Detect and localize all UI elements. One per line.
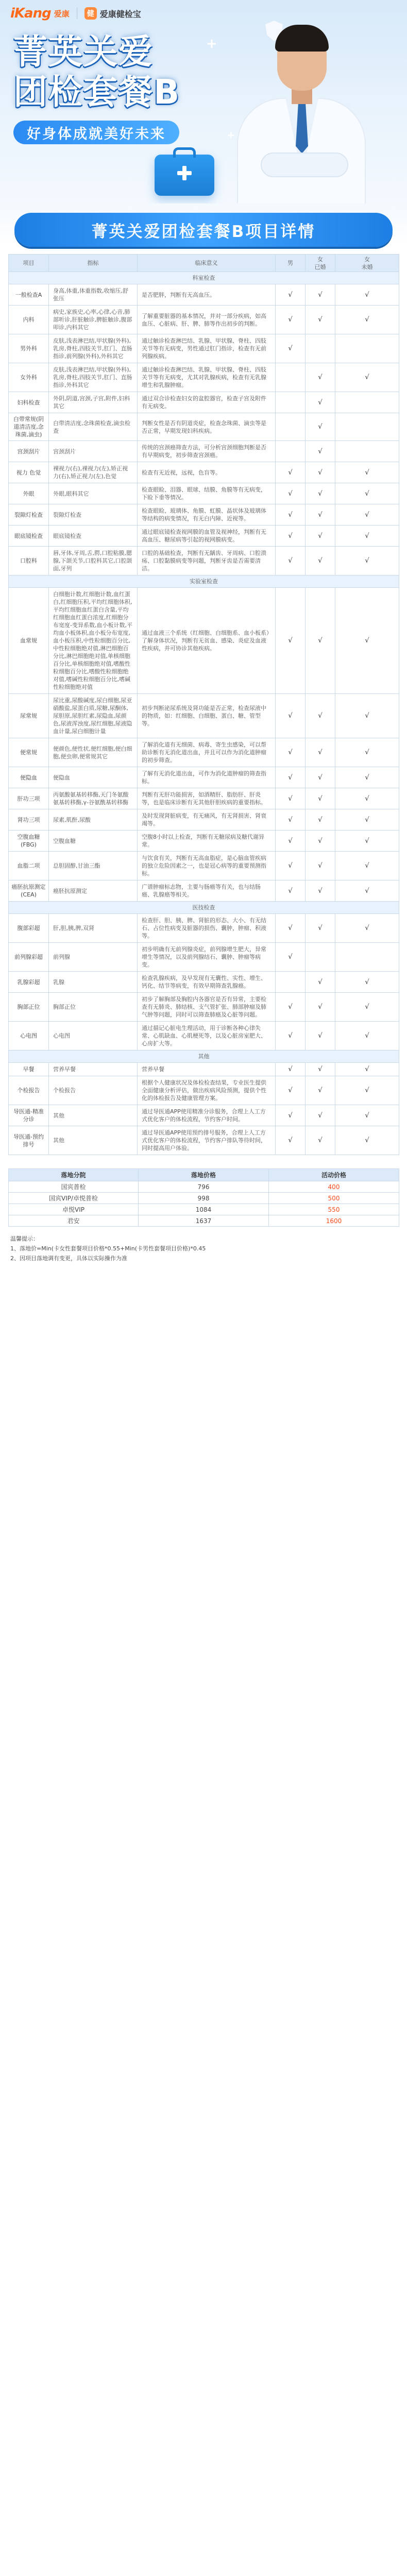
clinical-meaning: 通过描记心脏电生理活动，用于诊断各种心律失常、心肌缺血、心肌梗死等，以及心脏房室肥大、心房扩大等。: [138, 1022, 276, 1050]
male-check: √: [276, 1126, 306, 1155]
clinical-meaning: 口腔的基础检查，判断有无龋齿、牙周病、口腔溃疡、口腔黏膜病变等问题，判断牙齿是否需要清洁。: [138, 547, 276, 575]
price-row: [9, 1204, 399, 1215]
clinical-meaning: 通过双合诊检查妇女的盆腔器官，检查子宫及附件有无病变。: [138, 392, 276, 413]
female-single-check: √: [335, 363, 399, 392]
hero-slogan: 好身体成就美好未来: [13, 121, 179, 144]
hero-title-line2: 团检套餐B: [13, 72, 181, 112]
female-married-check: √: [306, 1063, 335, 1076]
female-married-check: √: [306, 738, 335, 767]
table-row: [9, 413, 399, 441]
female-single-check: √: [335, 1105, 399, 1126]
indicator-list: 尿素,肌酐,尿酸: [49, 809, 138, 831]
plus-decoration-icon: +: [227, 129, 235, 141]
item-name: 视力 色觉: [9, 462, 49, 483]
female-married-check: √: [306, 831, 335, 852]
female-single-check: √: [335, 972, 399, 993]
male-check: [276, 441, 306, 462]
col-header-indicator: 指标: [49, 255, 138, 272]
indicator-list: 皮肤,浅表淋巴结,甲状腺(外科),乳房,脊柱,四肢关节,肛门、直肠指诊,外科其它: [49, 363, 138, 392]
female-married-check: √: [306, 852, 335, 880]
male-check: √: [276, 767, 306, 788]
female-married-check: √: [306, 483, 335, 504]
female-single-check: [335, 943, 399, 972]
table-row: [9, 788, 399, 809]
promo-price: 1600: [269, 1215, 399, 1227]
col-header-price: 落地价格: [139, 1169, 269, 1181]
male-check: √: [276, 334, 306, 363]
female-married-check: [306, 334, 335, 363]
male-check: √: [276, 588, 306, 694]
indicator-list: 尿比重,尿酸碱度,尿白细胞,尿亚硝酸盐,尿蛋白质,尿糖,尿酮体,尿胆原,尿胆红素,尿隐血,尿颜色,尿液浑浊度,尿红细胞,尿液隐血计量,尿白细胞计量: [49, 694, 138, 738]
item-name: 男外科: [9, 334, 49, 363]
male-check: √: [276, 1105, 306, 1126]
table-row: [9, 767, 399, 788]
price-table: [8, 1168, 399, 1227]
item-name: 乳腺彩超: [9, 972, 49, 993]
table-row: [9, 831, 399, 852]
hero-title-line1: 菁英关爱: [13, 32, 154, 72]
category-row: [9, 272, 399, 284]
clinical-meaning: 了解消化道有无细菌、病毒、寄生虫感染，可以帮助诊断有无消化道出血，并且可以作为消化道肿瘤的初步筛查。: [138, 738, 276, 767]
clinical-meaning: 检查乳腺疾病，及早发现有无囊性、实性、增生、钙化、结节等病变，有效早期筛查乳腺癌。: [138, 972, 276, 993]
indicator-list: 宫颈刮片: [49, 441, 138, 462]
female-married-check: √: [306, 1022, 335, 1050]
clinical-meaning: 根据个人健康状况及体检检查结果，专业医生提供全面健康分析评估，做出疾病风险预测，提供个性化的体检报告及健康管理方案。: [138, 1076, 276, 1105]
female-single-check: √: [335, 1063, 399, 1076]
clinical-meaning: 了解重要脏器的基本情况，并对一部分疾病，如高血压、心脏病、肝、脾、肺等作出初步的判断。: [138, 306, 276, 334]
table-row: [9, 363, 399, 392]
ikang-logo: [10, 6, 70, 21]
detail-header: [0, 204, 407, 247]
indicator-list: 癌胚抗原测定: [49, 880, 138, 902]
item-name: 癌胚抗原测定(CEA): [9, 880, 49, 902]
item-name: 肾功三项: [9, 809, 49, 831]
table-row: [9, 334, 399, 363]
indicator-list: 胸部正位: [49, 993, 138, 1022]
branch-name: 国宾普检: [9, 1181, 139, 1193]
logo-mark: iKang: [10, 6, 51, 21]
female-single-check: √: [335, 767, 399, 788]
indicator-list: 白细胞计数,红细胞计数,血红蛋白,红细胞压积,平均红细胞体积,平均红细胞血红蛋白含量,平均红细胞血红蛋白浓度,红细胞分布宽度-变异系数,血小板计数,平均血小板体积,血小板分布宽度,血小板压积,中性粒细胞百分比,中性粒细胞绝对值,淋巴细胞百分比,淋巴细胞绝对值,单核细胞百分比,单核细胞绝对值,嗜酸性粒细胞百分比,嗜酸性粒细胞绝对值,嗜碱性粒细胞百分比,嗜碱性粒细胞绝对值: [49, 588, 138, 694]
female-married-check: [306, 943, 335, 972]
price-row: [9, 1193, 399, 1204]
indicator-list: 总胆固醇,甘油三酯: [49, 852, 138, 880]
female-single-check: [335, 334, 399, 363]
male-check: √: [276, 1076, 306, 1105]
female-single-check: √: [335, 738, 399, 767]
price-table-body: [9, 1181, 399, 1227]
indicator-list: 空腹血糖: [49, 831, 138, 852]
table-row: [9, 504, 399, 526]
item-name: 眼底镜检查: [9, 526, 49, 547]
indicator-list: 肝,胆,胰,脾,双肾: [49, 914, 138, 943]
indicator-list: 前列腺: [49, 943, 138, 972]
landing-price: 998: [139, 1193, 269, 1204]
tips-line-2: 2、因项目落地调有变更，具体以实际操作为准: [10, 1255, 127, 1262]
female-married-check: √: [306, 504, 335, 526]
clinical-meaning: 了解有无消化道出血，可作为消化道肿瘤的筛查指标。: [138, 767, 276, 788]
landing-price: 796: [139, 1181, 269, 1193]
table-row: [9, 1022, 399, 1050]
table-row: [9, 1126, 399, 1155]
male-check: √: [276, 831, 306, 852]
female-single-check: [335, 413, 399, 441]
male-check: √: [276, 306, 306, 334]
table-row: [9, 284, 399, 306]
clinical-meaning: 通过血液三个系统（红细胞、白细胞系、血小板系）了解身体状况，判断有无贫血、感染、炎症及血液性疾病，并可协诊其他疾病。: [138, 588, 276, 694]
table-row: [9, 462, 399, 483]
indicator-list: 身高,体重,体重指数,收缩压,舒张压: [49, 284, 138, 306]
male-check: √: [276, 694, 306, 738]
landing-price: 1637: [139, 1215, 269, 1227]
partner-name: 爱康健检宝: [99, 9, 141, 19]
item-name: 导医通-预约排号: [9, 1126, 49, 1155]
price-row: [9, 1215, 399, 1227]
table-row: [9, 852, 399, 880]
female-married-check: √: [306, 392, 335, 413]
table-row: [9, 914, 399, 943]
item-name: 口腔科: [9, 547, 49, 575]
tips-heading: 温馨提示：: [10, 1235, 39, 1242]
clinical-meaning: 通过触诊检查淋巴结、乳腺、甲状腺、脊柱、四肢关节等有无病变，男性通过肛门指诊，检查有无前列腺疾病。: [138, 334, 276, 363]
clinical-meaning: 判断女性是否有阴道炎症，检查念珠菌、滴虫等是否正常，早期发现妇科疾病。: [138, 413, 276, 441]
clinical-meaning: 广谱肿瘤标志物，主要与肠癌等有关，也与结肠癌、乳腺癌等相关。: [138, 880, 276, 902]
indicator-list: 营养早餐: [49, 1063, 138, 1076]
female-married-check: √: [306, 694, 335, 738]
price-table-header: [9, 1169, 399, 1181]
female-single-check: √: [335, 588, 399, 694]
col-header-promo: 活动价格: [269, 1169, 399, 1181]
male-check: √: [276, 914, 306, 943]
branch-name: 卓悦VIP: [9, 1204, 139, 1215]
clinical-meaning: 空腹8小时以上检查，判断有无糖尿病及糖代谢异常。: [138, 831, 276, 852]
col-header-meaning: 临床意义: [138, 255, 276, 272]
category-label: 实验室检查: [9, 575, 399, 588]
item-name: 血常规: [9, 588, 49, 694]
female-married-check: √: [306, 588, 335, 694]
table-row: [9, 441, 399, 462]
female-single-check: √: [335, 880, 399, 902]
item-name: 一般检查A: [9, 284, 49, 306]
table-row: [9, 880, 399, 902]
indicator-list: 病史,家族史,心率,心律,心音,肺部听诊,肝脏触诊,脾脏触诊,腹部叩诊,内科其它: [49, 306, 138, 334]
indicator-list: 外眼,眼科其它: [49, 483, 138, 504]
female-married-check: √: [306, 1126, 335, 1155]
clinical-meaning: 传统的宫颈癌筛查方法，可分析宫颈细胞判断是否有早期病变，初步筛查宫颈癌。: [138, 441, 276, 462]
items-table-header: [9, 255, 399, 272]
indicator-list: 裸视力(右),裸视力(左),矫正视力(右),矫正视力(左),色觉: [49, 462, 138, 483]
table-row: [9, 809, 399, 831]
partner-app-icon: 健: [84, 7, 97, 20]
indicator-list: 白带清洁度,念珠菌检查,滴虫检查: [49, 413, 138, 441]
clinical-meaning: 检查肝、胆、胰、脾、肾脏的形态、大小、有无结石、占位性病变及脏器的损伤、囊肿，肿瘤、积液等。: [138, 914, 276, 943]
female-married-check: √: [306, 441, 335, 462]
table-row: [9, 306, 399, 334]
clinical-meaning: 通过触诊检查淋巴结、乳腺、甲状腺、脊柱、四肢关节等有无病变，尤其对乳腺疾病，检查有无乳腺增生和乳腺肿瘤。: [138, 363, 276, 392]
col-header-male: 男: [276, 255, 306, 272]
indicator-list: 个检报告: [49, 1076, 138, 1105]
indicator-list: 乳腺: [49, 972, 138, 993]
female-married-check: √: [306, 413, 335, 441]
category-row: [9, 902, 399, 914]
clinical-meaning: 检查有无近视，远视，色盲等。: [138, 462, 276, 483]
clinical-meaning: 及时发现肾脏病变，有无痛风，有无肾损害、肾衰竭等。: [138, 809, 276, 831]
indicator-list: 眼底镜检查: [49, 526, 138, 547]
table-row: [9, 526, 399, 547]
table-row: [9, 1063, 399, 1076]
branch-name: 国宾VIP/卓悦普检: [9, 1193, 139, 1204]
male-check: √: [276, 809, 306, 831]
female-married-check: √: [306, 306, 335, 334]
male-check: √: [276, 788, 306, 809]
clinical-meaning: 检查眼睑、玻璃体、角膜、虹膜、晶状体及玻璃体等结构的病变情况，有无白内障、近视等。: [138, 504, 276, 526]
female-single-check: √: [335, 462, 399, 483]
table-row: [9, 1076, 399, 1105]
female-single-check: [335, 441, 399, 462]
logo-text: 爱康: [54, 9, 70, 19]
table-row: [9, 547, 399, 575]
item-name: 空腹血糖(FBG): [9, 831, 49, 852]
doctor-illustration: [232, 21, 371, 204]
indicator-list: 丙氨酸氨基转移酶,天门冬氨酸氨基转移酶,γ-谷氨酰基转移酶: [49, 788, 138, 809]
female-single-check: √: [335, 1076, 399, 1105]
male-check: [276, 972, 306, 993]
female-single-check: √: [335, 914, 399, 943]
item-name: 前列腺彩超: [9, 943, 49, 972]
items-table-wrapper: [0, 247, 407, 1155]
table-row: [9, 738, 399, 767]
table-row: [9, 694, 399, 738]
items-table: [8, 254, 399, 1155]
table-row: [9, 993, 399, 1022]
female-married-check: √: [306, 1076, 335, 1105]
detail-title: 菁英关爱团检套餐B项目详情: [14, 213, 393, 247]
female-married-check: √: [306, 547, 335, 575]
male-check: √: [276, 993, 306, 1022]
category-label: 其他: [9, 1050, 399, 1063]
female-married-check: √: [306, 880, 335, 902]
hero-banner: [0, 0, 407, 204]
col-header-female-married: 女 已婚: [306, 255, 335, 272]
female-single-check: [335, 392, 399, 413]
clinical-meaning: 通过导医通APP使用精准分诊服务，合理上人工方式优化客户的体检流程，节约客户时间。: [138, 1105, 276, 1126]
indicator-list: 心电图: [49, 1022, 138, 1050]
item-name: 便隐血: [9, 767, 49, 788]
female-married-check: √: [306, 526, 335, 547]
male-check: √: [276, 943, 306, 972]
clinical-meaning: 检查眼睑、泪器、眼球、结膜、角膜等有无病变，下睑下垂等情况。: [138, 483, 276, 504]
promo-price: 500: [269, 1193, 399, 1204]
female-married-check: √: [306, 767, 335, 788]
female-married-check: √: [306, 809, 335, 831]
tips-line-1: 1、落地价=Min(卡女性套餐项目价格*0.55+Min(卡男性套餐项目价格)*0.45: [10, 1245, 206, 1252]
category-label: 医技检查: [9, 902, 399, 914]
indicator-list: 外阴,阴道,宫颈,子宫,附件,妇科其它: [49, 392, 138, 413]
female-single-check: √: [335, 306, 399, 334]
clinical-meaning: 是否肥胖，判断有无高血压。: [138, 284, 276, 306]
item-name: 便常规: [9, 738, 49, 767]
item-name: 内科: [9, 306, 49, 334]
indicator-list: 皮肤,浅表淋巴结,甲状腺(外科),乳房,脊柱,四肢关节,肛门、直肠指诊,前列腺(外科),外科其它: [49, 334, 138, 363]
category-row: [9, 1050, 399, 1063]
items-table-body: [9, 272, 399, 1155]
female-single-check: √: [335, 809, 399, 831]
female-married-check: √: [306, 284, 335, 306]
item-name: 女外科: [9, 363, 49, 392]
male-check: √: [276, 483, 306, 504]
male-check: [276, 413, 306, 441]
female-single-check: √: [335, 831, 399, 852]
male-check: √: [276, 504, 306, 526]
indicator-list: 裂隙灯检查: [49, 504, 138, 526]
female-married-check: √: [306, 914, 335, 943]
clinical-meaning: 通过导医通APP使用预约排号服务，合理上人工方式优化客户的体检流程，节约客户排队等待时间，同时提高用户体验。: [138, 1126, 276, 1155]
female-married-check: √: [306, 788, 335, 809]
female-single-check: √: [335, 483, 399, 504]
col-header-branch: 落地分院: [9, 1169, 139, 1181]
female-married-check: √: [306, 993, 335, 1022]
female-single-check: √: [335, 526, 399, 547]
item-name: 宫颈刮片: [9, 441, 49, 462]
female-single-check: √: [335, 852, 399, 880]
item-name: 血脂二项: [9, 852, 49, 880]
price-row: [9, 1181, 399, 1193]
female-single-check: √: [335, 504, 399, 526]
female-single-check: √: [335, 1126, 399, 1155]
clinical-meaning: 初步了解胸部及胸腔内各器官是否有异常，主要检查有无肺炎、肺结核、支气管扩张、肺部肿瘤及肺气肿等问题，同时可以筛查肺癌及心脏等问题。: [138, 993, 276, 1022]
clinical-meaning: 判断有无肝功能损害，如酒精肝、脂肪肝、肝炎等，也是临床诊断有无其他肝胆疾病的重要指标。: [138, 788, 276, 809]
item-name: 心电图: [9, 1022, 49, 1050]
indicator-list: 便颜色,便性状,便红细胞,便白细胞,便虫卵,便常规其它: [49, 738, 138, 767]
item-name: 导医通-精准分诊: [9, 1105, 49, 1126]
item-name: 腹部彩超: [9, 914, 49, 943]
branch-name: 君安: [9, 1215, 139, 1227]
item-name: 妇科检查: [9, 392, 49, 413]
tips-section: [0, 1227, 407, 1278]
male-check: √: [276, 526, 306, 547]
item-name: 个检报告: [9, 1076, 49, 1105]
male-check: [276, 363, 306, 392]
table-row: [9, 588, 399, 694]
indicator-list: 其他: [49, 1105, 138, 1126]
female-single-check: √: [335, 788, 399, 809]
female-single-check: √: [335, 1022, 399, 1050]
clinical-meaning: 通过眼底镜检查视网膜的血管及视神经，判断有无高血压、糖尿病等引起的视网膜病变。: [138, 526, 276, 547]
female-married-check: √: [306, 363, 335, 392]
male-check: [276, 392, 306, 413]
male-check: √: [276, 852, 306, 880]
table-row: [9, 972, 399, 993]
indicator-list: 便隐血: [49, 767, 138, 788]
female-single-check: √: [335, 547, 399, 575]
category-label: 科室检查: [9, 272, 399, 284]
female-single-check: √: [335, 284, 399, 306]
landing-price: 1084: [139, 1204, 269, 1215]
table-row: [9, 1105, 399, 1126]
female-married-check: √: [306, 972, 335, 993]
plus-decoration-icon: +: [206, 36, 217, 52]
col-header-item: 项目: [9, 255, 49, 272]
category-row: [9, 575, 399, 588]
male-check: √: [276, 880, 306, 902]
indicator-list: 唇,牙体,牙周,舌,腭,口腔粘膜,腮腺,下颌关节,口腔科其它,口腔颌面,牙列: [49, 547, 138, 575]
male-check: √: [276, 284, 306, 306]
table-row: [9, 392, 399, 413]
hero-title: [13, 32, 180, 112]
table-row: [9, 483, 399, 504]
item-name: 胸部正位: [9, 993, 49, 1022]
female-married-check: √: [306, 1105, 335, 1126]
medical-kit-icon: [155, 155, 214, 196]
male-check: √: [276, 1063, 306, 1076]
item-name: 尿常规: [9, 694, 49, 738]
clinical-meaning: 与饮食有关，判断有无高血脂症，是心脑血管疾病的独立危险因素之一，也是冠心病等的重要预测指标。: [138, 852, 276, 880]
item-name: 早餐: [9, 1063, 49, 1076]
promo-price: 400: [269, 1181, 399, 1193]
promo-price: 550: [269, 1204, 399, 1215]
male-check: √: [276, 738, 306, 767]
col-header-female-single: 女 未婚: [335, 255, 399, 272]
female-single-check: √: [335, 694, 399, 738]
price-table-wrapper: [0, 1155, 407, 1227]
clinical-meaning: 初步明确有无前列腺炎症，前列腺增生肥大，异常增生等情况，以及前列腺结石、囊肿、肿瘤等病变。: [138, 943, 276, 972]
female-married-check: √: [306, 462, 335, 483]
item-name: 外眼: [9, 483, 49, 504]
item-name: 肝功三项: [9, 788, 49, 809]
clinical-meaning: 营养早餐: [138, 1063, 276, 1076]
table-row: [9, 943, 399, 972]
male-check: √: [276, 1022, 306, 1050]
partner-logo: [84, 7, 141, 20]
item-name: 白带常规(阴道清洁度,念珠菌,滴虫): [9, 413, 49, 441]
item-name: 裂隙灯检查: [9, 504, 49, 526]
indicator-list: 其他: [49, 1126, 138, 1155]
male-check: √: [276, 462, 306, 483]
female-single-check: √: [335, 993, 399, 1022]
male-check: √: [276, 547, 306, 575]
clinical-meaning: 初步判断泌尿系统及肾功能是否正常，检查尿液中的物质，如：红细胞、白细胞、蛋白、糖、管型等。: [138, 694, 276, 738]
